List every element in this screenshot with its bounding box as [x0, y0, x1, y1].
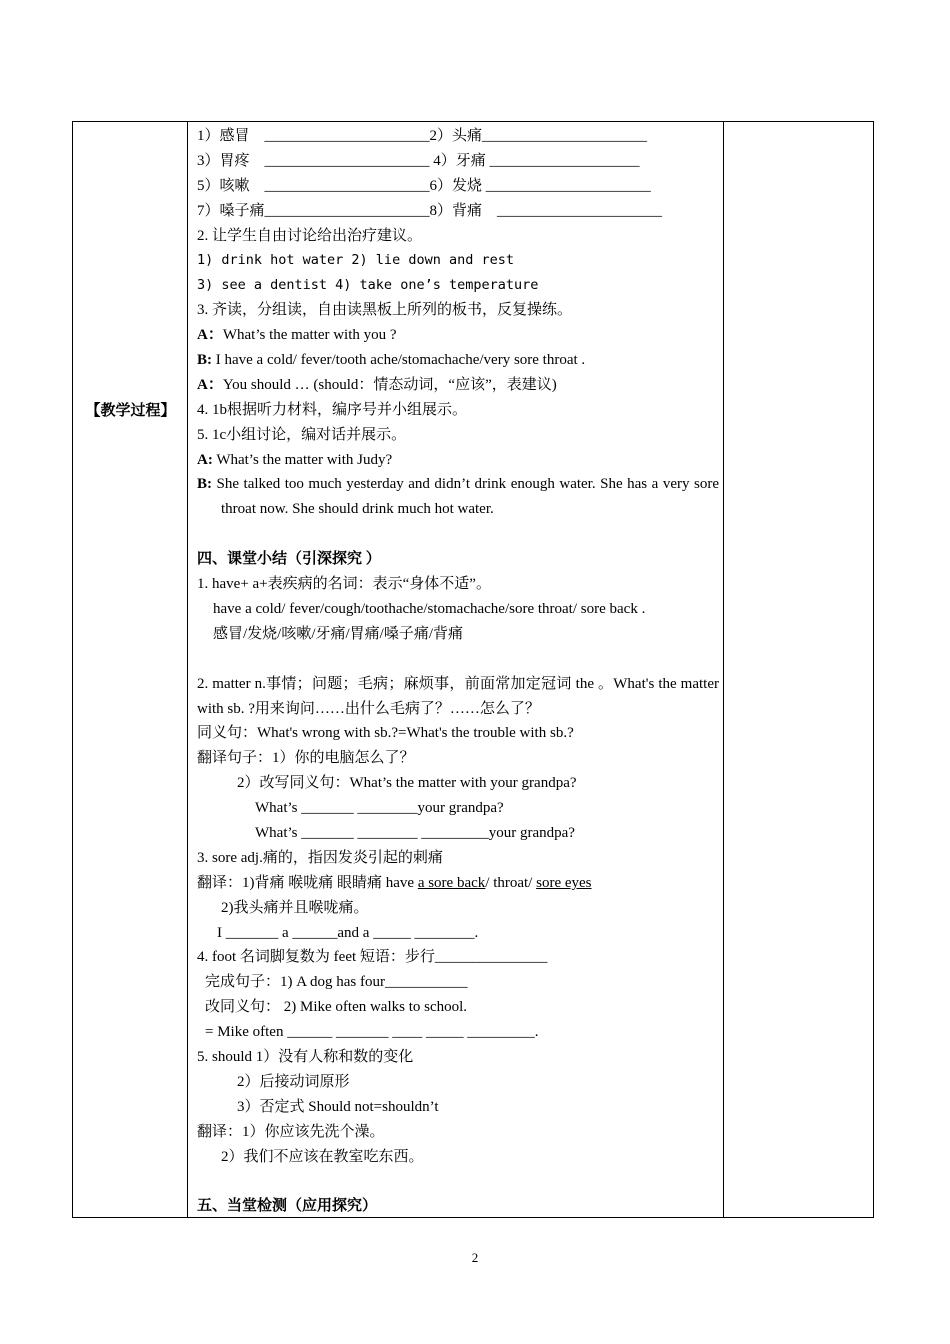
- complete-sentence: 完成句子：1) A dog has four___________: [205, 974, 468, 991]
- summary-point-3: 3. sore adj.痛的，指因发炎引起的刺痛: [197, 849, 443, 866]
- speaker-label: A:: [197, 451, 213, 468]
- content-column: [197, 124, 719, 1219]
- advice-line-2: 3) see a dentist 4) take one’s temperature: [197, 277, 539, 294]
- vocab-line-2: 3）胃疼 ______________________ 4）牙痛 ____________________: [197, 152, 640, 169]
- blank-line: [197, 522, 719, 547]
- translate-text: / throat/: [485, 874, 537, 891]
- dialog-text: What’s the matter with you ?: [222, 327, 397, 344]
- step-4: 4. 1b根据听力材料，编序号并小组展示。: [197, 401, 468, 418]
- summary-point-1: 1. have+ a+表疾病的名词：表示“身体不适”。: [197, 576, 491, 593]
- synonym-rewrite: 改同义句： 2) Mike often walks to school.: [205, 999, 468, 1016]
- translate-should-2: 2）我们不应该在教室吃东西。: [221, 1148, 424, 1165]
- rewrite-blank-2: What’s _______ ________ _________your grandpa?: [255, 825, 575, 841]
- rewrite-blank-1: What’s _______ ________your grandpa?: [255, 800, 504, 817]
- vocab-line-4: 7）嗓子痛______________________8）背痛 ______________________: [197, 202, 663, 219]
- summary-translation: 感冒/发烧/咳嗽/牙痛/胃痛/嗓子痛/背痛: [213, 625, 464, 642]
- synonym-sentence: 同义句：What's wrong with sb.?=What's the trouble with sb.?: [197, 725, 574, 742]
- dialog-text: What’s the matter with Judy?: [216, 451, 393, 468]
- underlined-phrase: sore eyes: [536, 874, 592, 891]
- vocab-line-1: 1）感冒 ______________________2）头痛______________________: [197, 128, 648, 144]
- notes-column: [723, 122, 873, 1217]
- dialog-line: [197, 348, 719, 373]
- dialog-text: I have a cold/ fever/tooth ache/stomachache/very sore throat .: [215, 352, 586, 369]
- summary-example: have a cold/ fever/cough/toothache/stomachache/sore throat/ sore back .: [213, 600, 646, 617]
- step-3: 3. 齐读，分组读，自由读黑板上所列的板书，反复操练。: [197, 302, 573, 319]
- vocab-line-3: 5）咳嗽 ______________________6）发烧 ______________________: [197, 177, 651, 194]
- section-heading-test: 五、当堂检测（应用探究）: [197, 1198, 378, 1215]
- speaker-label: A：: [197, 376, 223, 393]
- dialog-line: [197, 323, 719, 348]
- summary-point-5: 5. should 1）没有人称和数的变化: [197, 1049, 414, 1066]
- translate-prompt: 翻译句子：1）你的电脑怎么了？: [197, 750, 415, 767]
- speaker-label: B:: [197, 352, 212, 369]
- step-5: 5. 1c小组讨论，编对话并展示。: [197, 426, 407, 443]
- synonym-blank: = Mike often ______ _______ ____ _____ _________.: [205, 1024, 539, 1041]
- dialog-line: [197, 472, 719, 522]
- translate-should-1: 翻译：1）你应该先洗个澡。: [197, 1123, 385, 1140]
- should-rule-2: 2）后接动词原形: [237, 1073, 350, 1090]
- dialog-text: She talked too much yesterday and didn’t drink enough water. She has a very sore throat now. She should drink much hot water.: [216, 476, 720, 518]
- dialog-text: You should … (should：情态动词，“应该”，表建议): [222, 376, 557, 393]
- blank-line: [197, 647, 719, 672]
- underlined-phrase: a sore back: [417, 874, 486, 891]
- blank-line: [197, 1169, 719, 1194]
- section-heading-summary: 四、课堂小结（引深探究 ）: [197, 551, 381, 568]
- section-label: 【教学过程】: [85, 403, 176, 419]
- summary-point-2: 2. matter n.事情；问题；毛病；麻烦事，前面常加定冠词 the 。What's the matter with sb. ?用来询问……出什么毛病了？……怎么了？: [197, 675, 719, 717]
- dialog-line: [197, 448, 719, 473]
- rewrite-prompt: 2）改写同义句：What’s the matter with your grandpa?: [237, 775, 577, 792]
- speaker-label: A：: [197, 327, 223, 344]
- summary-point-4: 4. foot 名词脚复数为 feet 短语：步行_______________: [197, 949, 548, 966]
- translate-text: 翻译：1)背痛 喉咙痛 眼睛痛 have: [197, 874, 418, 891]
- page-number: 2: [471, 1250, 479, 1265]
- speaker-label: B:: [197, 476, 212, 493]
- dialog-line: [197, 373, 719, 398]
- advice-line-1: 1) drink hot water 2) lie down and rest: [197, 252, 514, 269]
- fill-blank-sentence: I _______ a ______and a _____ ________.: [217, 924, 479, 941]
- translate-sore: [197, 871, 719, 896]
- label-column: [73, 122, 188, 1217]
- step-2: 2. 让学生自由讨论给出治疗建议。: [197, 227, 423, 244]
- should-rule-3: 3）否定式 Should not=shouldn’t: [237, 1098, 439, 1115]
- lesson-table: [72, 121, 874, 1218]
- translate-item-2: 2)我头痛并且喉咙痛。: [221, 899, 369, 916]
